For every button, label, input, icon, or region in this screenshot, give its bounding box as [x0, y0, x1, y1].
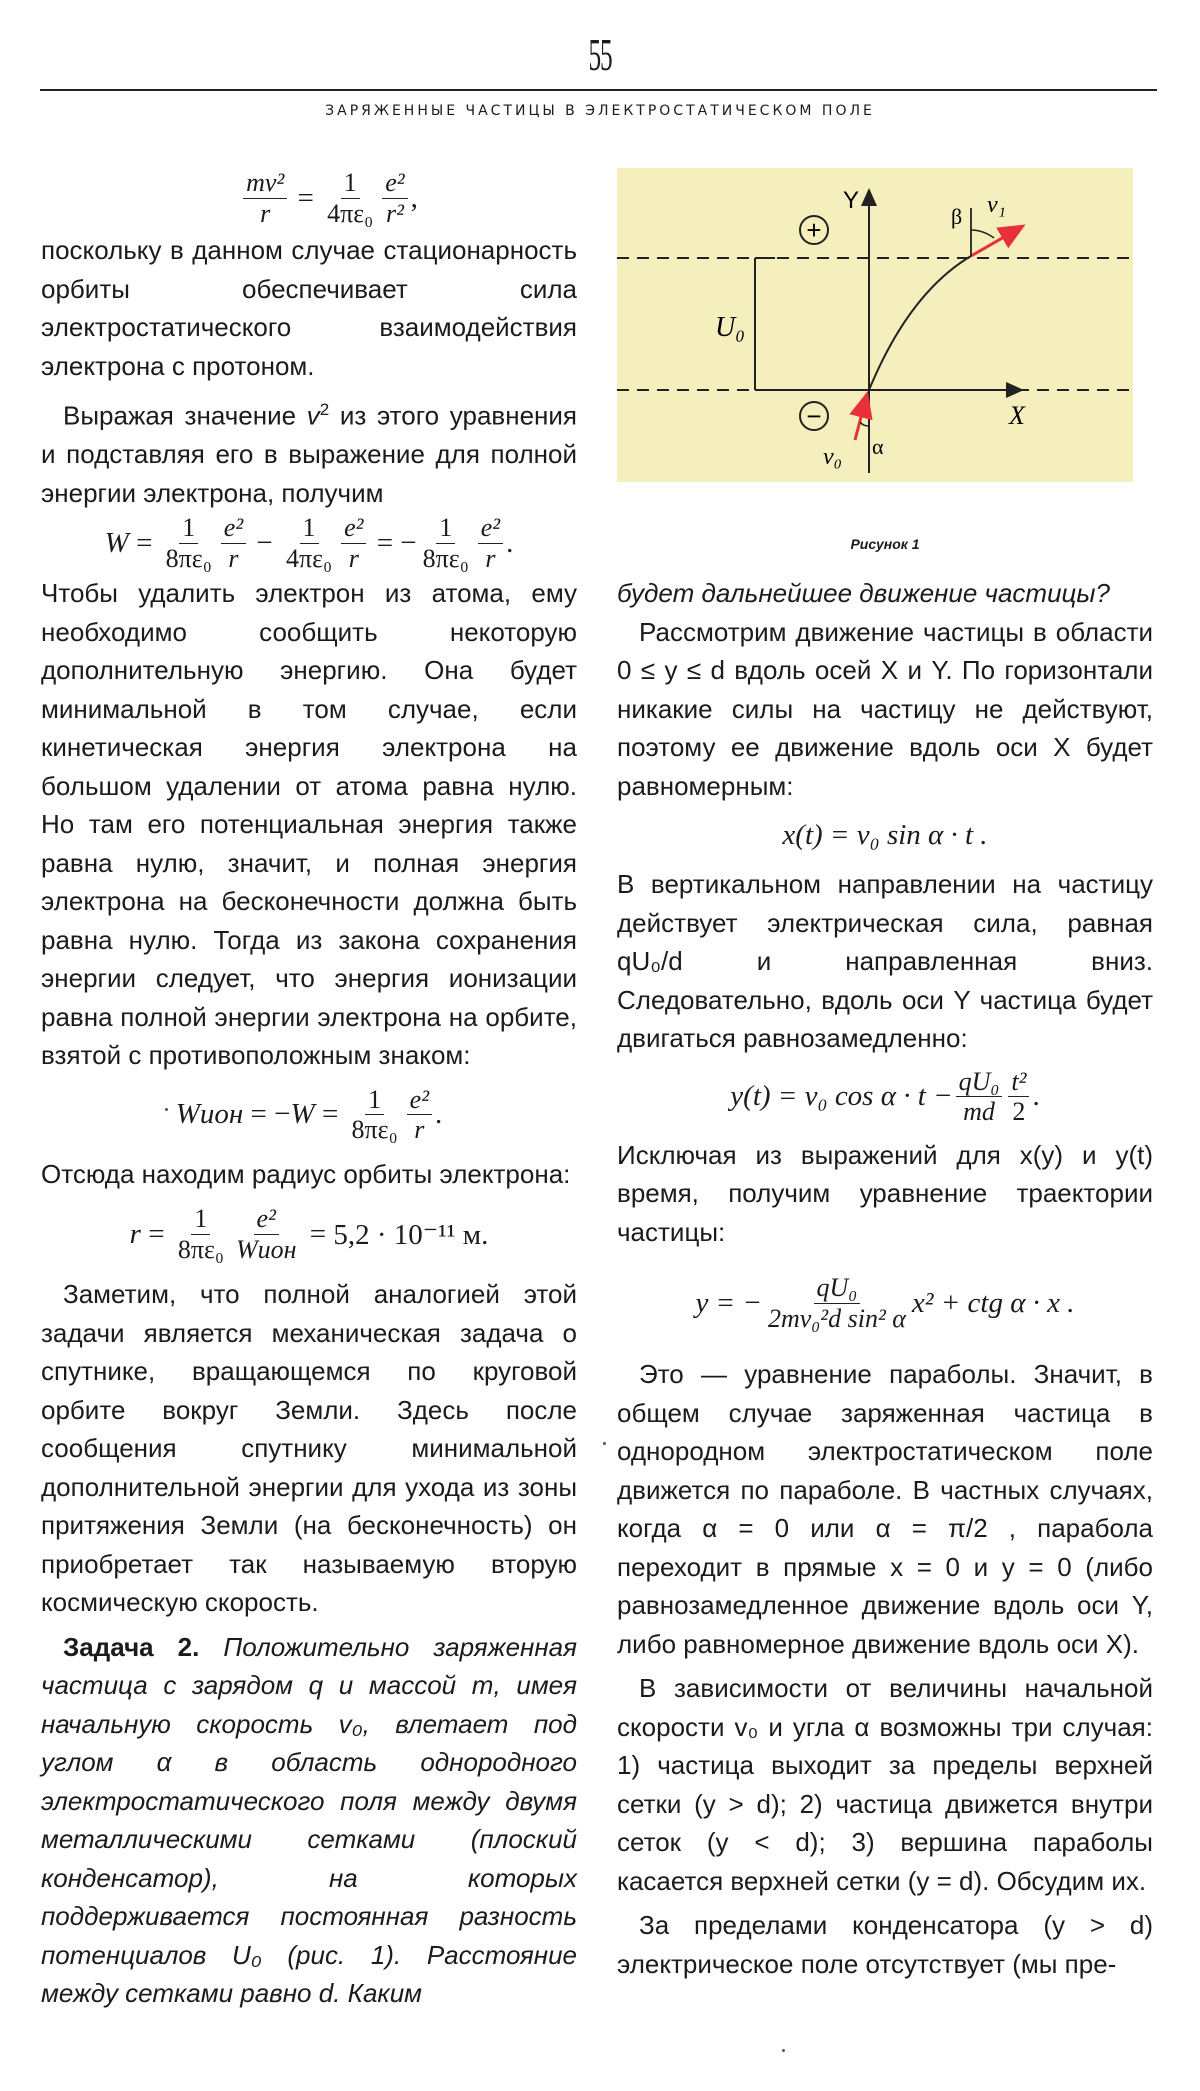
- v0-arrow: [855, 394, 867, 440]
- formula-y: y(t) = v₀ cos α · t − $\frac{\text{qU₀}}{md}$ $\frac{\text{t²}}{2}$ .: [730, 1066, 1040, 1126]
- scan-speck: [603, 1442, 606, 1445]
- plus-label: +: [806, 215, 822, 245]
- figure-diagram: [617, 168, 1133, 482]
- alpha-arc: [860, 422, 869, 426]
- paragraph: Заметим, что полной аналогией этой задачи является механическая задача о спутнике, вращающемся по круговой орбите вокруг Земли. Здесь после сообщения спутнику минимальной дополнительной энергии для ухода из зоны притяжения Земли (на бесконечность) он приобретает так называемую вторую космическую скорость.: [41, 1279, 577, 1618]
- formula-energy: W = $\frac{1}{\text{8πε₀}}$ $\frac{\text{e²}}{r}$ − $\frac{1}{\text{4πε₀}}$ $\frac{\text{e²}}{r}$ = − $\frac{1}{\text{8πε₀}}$ $\frac{\text{e²}}{r}$ .: [104, 513, 514, 573]
- paragraph: будет дальнейшее движение частицы?: [617, 578, 1110, 608]
- paragraph: Отсюда находим радиус орбиты электрона:: [41, 1158, 571, 1189]
- page-number: 55: [588, 29, 612, 80]
- voltage-label: U₀: [715, 312, 745, 343]
- formula-trajectory: y = − $\frac{\text{qU₀}}{\text{2mv₀²d sin² α}}$ x² + ctg α · x .: [695, 1273, 1075, 1333]
- formula-radius: r = $\frac{1}{\text{8πε₀}}$ $\frac{\text{e²}}{\text{Wион}}$ = 5,2 · 10⁻¹¹ м.: [129, 1204, 489, 1264]
- paragraph: Это — уравнение параболы. Значит, в общем случае заряженная частица в однородном электростатическом поле движется по параболе. В частных случаях, когда α = 0 или α = π/2 , парабола переходит в прямые x = 0 и y = 0 (либо равнозамедленное движение вдоль оси Y, либо равномерное движение вдоль оси X).: [617, 1359, 1153, 1659]
- trajectory: [869, 256, 971, 390]
- paragraph: Исключая из выражений для x(y) и y(t) время, получим уравнение траектории частицы:: [617, 1139, 1153, 1247]
- frac-coef: $\frac{1}{\text{4πε₀}}$: [327, 168, 374, 228]
- frac-e2r2: $\frac{\text{e²}}{\text{r²}}$: [382, 169, 407, 227]
- figure-1: [617, 168, 1133, 482]
- paragraph: поскольку в данном случае стационарность орбиты обеспечивает сила электростатического взаимодействия электрона с протоном.: [41, 235, 577, 381]
- formula-orbit: $\frac{\text{mv²}}{r}$ = $\frac{1}{\text{4πε₀}}$ $\frac{\text{e²}}{\text{r²}}$ ,: [81, 165, 577, 231]
- paragraph: В зависимости от величины начальной скорости v₀ и угла α возможны три случая: 1) частица выходит за пределы верхней сетки (y > d); 2) частица движется внутри сеток (y < d); 3) вершина параболы касается верхней сетки (y = d). Обсудим их.: [617, 1673, 1153, 1896]
- paragraph: В вертикальном направлении на частицу действует электрическая сила, равная qU₀/d и направленная вниз. Следовательно, вдоль оси Y частица будет двигаться равнозамедленно:: [617, 869, 1153, 1053]
- formula-ionization: Wион = −W = $\frac{1}{\text{8πε₀}}$ $\frac{\text{e²}}{r}$ .: [175, 1084, 443, 1145]
- x-axis-label: X: [1009, 401, 1025, 430]
- paragraph: Рассмотрим движение частицы в области 0 ≤ y ≤ d вдоль осей X и Y. По горизонтали никакие силы на частицу не действуют, поэтому ее движение вдоль оси X будет равномерным:: [617, 616, 1153, 801]
- running-head: ЗАРЯЖЕННЫЕ ЧАСТИЦЫ В ЭЛЕКТРОСТАТИЧЕСКОМ ПОЛЕ: [325, 103, 875, 119]
- figure-caption: Рисунок 1: [850, 536, 920, 552]
- right-column: [617, 168, 1153, 1983]
- left-column: [41, 165, 577, 2013]
- frac-lhs: $\frac{\text{mv²}}{r}$: [243, 169, 287, 227]
- paragraph: Выражая значение $v^2$ из этого уравнения и подставляя его в выражение для полной энергии электрона, получим: [41, 400, 577, 508]
- formula-x: x(t) = v₀ sin α · t .: [782, 818, 988, 851]
- scan-speck: [782, 2049, 785, 2052]
- alpha-label: α: [872, 434, 884, 459]
- beta-arc: [971, 230, 994, 238]
- paragraph: За пределами конденсатора (y > d) электрическое поле отсутствует (мы пре-: [617, 1910, 1153, 1979]
- task-paragraph: Задача 2. Положительно заряженная частица с зарядом q и массой m, имея начальную скорость v₀, влетает под углом α в область однородного электростатического поля между двумя металлическими сетками (плоский конденсатор), на которых поддерживается постоянная разность потенциалов U₀ (рис. 1). Расстояние между сетками равно d. Каким: [41, 1631, 577, 2009]
- minus-label: −: [806, 401, 822, 431]
- paragraph: Чтобы удалить электрон из атома, ему необходимо сообщить некоторую дополнительную энергию. Она будет минимальной в том случае, если кинетическая энергия электрона на большом удалении от атома равна нулю. Но там его потенциальная энергия также равна нулю, значит, и полная энергия электрона на бесконечности должна быть равна нулю. Тогда из закона сохранения энергии следует, что энергия ионизации равна полной энергии электрона на орбите, взятой с противоположным знаком:: [41, 578, 577, 1071]
- y-axis-label: Y: [843, 187, 860, 214]
- scan-speck: [165, 1108, 168, 1111]
- v1-label: v₁: [987, 192, 1006, 218]
- v0-label: v₀: [823, 444, 842, 470]
- header-rule: [40, 89, 1157, 91]
- beta-label: β: [951, 204, 963, 229]
